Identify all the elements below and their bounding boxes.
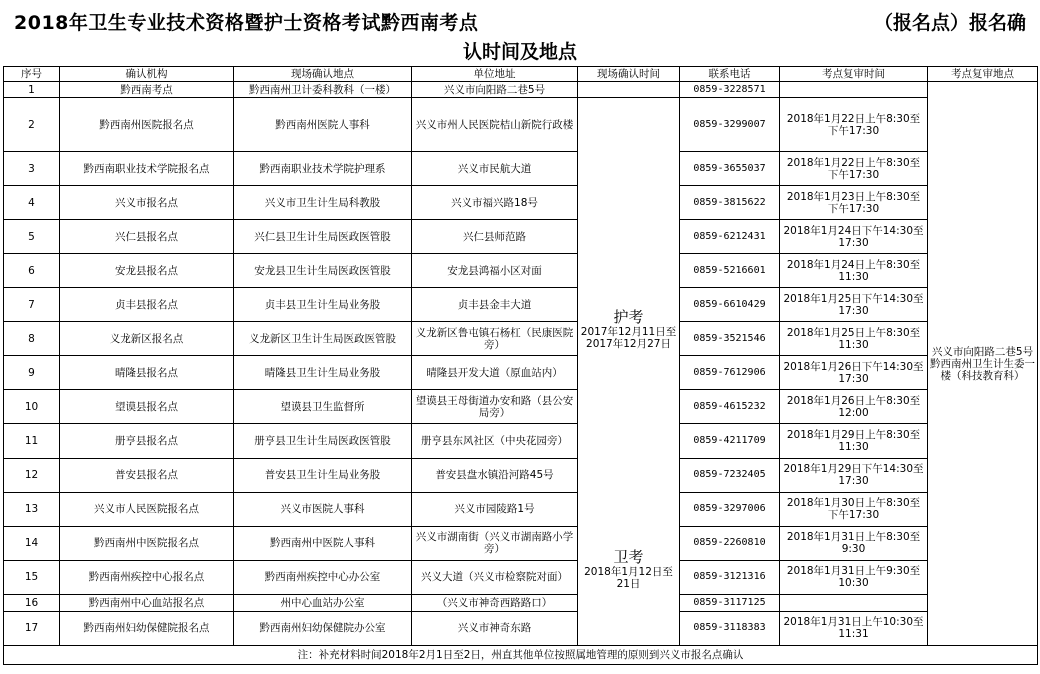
row-org: 贞丰县报名点 bbox=[60, 288, 234, 322]
health-exam-dates: 2018年1月12日至21日 bbox=[584, 566, 673, 590]
nurse-exam-label: 护考 bbox=[613, 308, 644, 326]
header-phone: 联系电话 bbox=[680, 67, 780, 82]
row-phone: 0859-3521546 bbox=[680, 322, 780, 356]
header-org: 确认机构 bbox=[60, 67, 234, 82]
row-phone: 0859-3117125 bbox=[680, 594, 780, 611]
header-no: 序号 bbox=[4, 67, 60, 82]
row-org: 晴隆县报名点 bbox=[60, 356, 234, 390]
title-part-2: （报名点）报名确 bbox=[873, 12, 1026, 34]
row-phone: 0859-5216601 bbox=[680, 254, 780, 288]
row-place: 晴隆县卫生计生局业务股 bbox=[234, 356, 412, 390]
header-confirm-time: 现场确认时间 bbox=[578, 67, 680, 82]
header-address: 单位地址 bbox=[412, 67, 578, 82]
note-text: 注：补充材料时间2018年2月1日至2日，州直其他单位按照属地管理的原则到兴义市报名点确认 bbox=[4, 646, 1038, 665]
row-place: 望谟县卫生监督所 bbox=[234, 390, 412, 424]
table-row bbox=[4, 560, 1038, 594]
row-place: 州中心血站办公室 bbox=[234, 594, 412, 611]
row-address: 兴仁县师范路 bbox=[412, 220, 578, 254]
row-place: 黔西南州医院人事科 bbox=[234, 98, 412, 152]
row-phone: 0859-7612906 bbox=[680, 356, 780, 390]
row-org: 册亨县报名点 bbox=[60, 424, 234, 458]
row-review-time: 2018年1月26日上午8:30至12:00 bbox=[780, 390, 928, 424]
table-row bbox=[4, 98, 1038, 152]
table-row bbox=[4, 611, 1038, 645]
table-row bbox=[4, 492, 1038, 526]
row-address: 兴义市福兴路18号 bbox=[412, 186, 578, 220]
row-phone: 0859-3121316 bbox=[680, 560, 780, 594]
row-no: 7 bbox=[4, 288, 60, 322]
table-row bbox=[4, 390, 1038, 424]
row-org: 黔西南职业技术学院报名点 bbox=[60, 152, 234, 186]
row-phone: 0859-2260810 bbox=[680, 526, 780, 560]
row-address: 安龙县鸿福小区对面 bbox=[412, 254, 578, 288]
row-no: 2 bbox=[4, 98, 60, 152]
row-address: 望谟县王母街道办安和路（县公安局旁） bbox=[412, 390, 578, 424]
row-phone: 0859-3299007 bbox=[680, 98, 780, 152]
note-row bbox=[4, 646, 1038, 665]
row-phone: 0859-7232405 bbox=[680, 458, 780, 492]
row-review-time: 2018年1月30日上午8:30至下午17:30 bbox=[780, 492, 928, 526]
row-review-time: 2018年1月29日下午14:30至17:30 bbox=[780, 458, 928, 492]
table-row bbox=[4, 186, 1038, 220]
row-address: 义龙新区鲁屯镇石杨杠（民康医院旁） bbox=[412, 322, 578, 356]
row-phone: 0859-3815622 bbox=[680, 186, 780, 220]
row-org: 兴义市人民医院报名点 bbox=[60, 492, 234, 526]
row-phone: 0859-3655037 bbox=[680, 152, 780, 186]
row-org: 普安县报名点 bbox=[60, 458, 234, 492]
row-phone: 0859-3228571 bbox=[680, 82, 780, 98]
row-place: 黔西南职业技术学院护理系 bbox=[234, 152, 412, 186]
row-org: 黔西南州中医院报名点 bbox=[60, 526, 234, 560]
row-no: 12 bbox=[4, 458, 60, 492]
row-address: 兴义市湖南街（兴义市湖南路小学旁） bbox=[412, 526, 578, 560]
row-no: 5 bbox=[4, 220, 60, 254]
row-address: 兴义市神奇东路 bbox=[412, 611, 578, 645]
table-row bbox=[4, 356, 1038, 390]
row-review-time: 2018年1月25日上午8:30至11:30 bbox=[780, 322, 928, 356]
row-place: 义龙新区卫生计生局医政医管股 bbox=[234, 322, 412, 356]
row-no: 9 bbox=[4, 356, 60, 390]
row-no: 3 bbox=[4, 152, 60, 186]
row-no: 11 bbox=[4, 424, 60, 458]
row-place: 安龙县卫生计生局医政医管股 bbox=[234, 254, 412, 288]
row-no: 15 bbox=[4, 560, 60, 594]
row-review-time: 2018年1月22日上午8:30至下午17:30 bbox=[780, 98, 928, 152]
row-no: 6 bbox=[4, 254, 60, 288]
row-no: 17 bbox=[4, 611, 60, 645]
row-place: 贞丰县卫生计生局业务股 bbox=[234, 288, 412, 322]
title-part-3: 认时间及地点 bbox=[462, 41, 577, 63]
row-place: 黔西南州妇幼保健院办公室 bbox=[234, 611, 412, 645]
row-org: 黔西南考点 bbox=[60, 82, 234, 98]
row-no: 10 bbox=[4, 390, 60, 424]
table-row bbox=[4, 288, 1038, 322]
row-org: 望谟县报名点 bbox=[60, 390, 234, 424]
row-address: 兴义市民航大道 bbox=[412, 152, 578, 186]
row-place: 兴仁县卫生计生局医政医管股 bbox=[234, 220, 412, 254]
row-place: 兴义市卫生计生局科教股 bbox=[234, 186, 412, 220]
row-org: 黔西南州疾控中心报名点 bbox=[60, 560, 234, 594]
row-no: 13 bbox=[4, 492, 60, 526]
row-address: 贞丰县金丰大道 bbox=[412, 288, 578, 322]
row-no: 14 bbox=[4, 526, 60, 560]
confirm-time-cell bbox=[578, 98, 680, 646]
review-place-cell: 兴义市向阳路二巷5号黔西南州卫生计生委一楼（科技教育科） bbox=[928, 82, 1038, 646]
row-review-time bbox=[780, 82, 928, 98]
row-org: 黔西南州医院报名点 bbox=[60, 98, 234, 152]
table-row bbox=[4, 82, 1038, 98]
document-title bbox=[0, 0, 1040, 66]
title-part-1: 2018年卫生专业技术资格暨护士资格考试黔西南考点 bbox=[14, 12, 479, 34]
row-review-time: 2018年1月22日上午8:30至下午17:30 bbox=[780, 152, 928, 186]
row-review-time: 2018年1月31日上午10:30至11:31 bbox=[780, 611, 928, 645]
registration-table bbox=[3, 66, 1038, 665]
table-row bbox=[4, 526, 1038, 560]
row-org: 黔西南州中心血站报名点 bbox=[60, 594, 234, 611]
header-row bbox=[4, 67, 1038, 82]
row-phone: 0859-4211709 bbox=[680, 424, 780, 458]
row-review-time: 2018年1月25日下午14:30至17:30 bbox=[780, 288, 928, 322]
row-phone: 0859-3118383 bbox=[680, 611, 780, 645]
row-phone: 0859-6610429 bbox=[680, 288, 780, 322]
row-no: 1 bbox=[4, 82, 60, 98]
row-review-time bbox=[780, 594, 928, 611]
row-place: 黔西南州疾控中心办公室 bbox=[234, 560, 412, 594]
table-row bbox=[4, 152, 1038, 186]
row-address: （兴义市神奇西路路口） bbox=[412, 594, 578, 611]
row-org: 兴义市报名点 bbox=[60, 186, 234, 220]
row-place: 普安县卫生计生局业务股 bbox=[234, 458, 412, 492]
row-address: 兴义市向阳路二巷5号 bbox=[412, 82, 578, 98]
row-no: 8 bbox=[4, 322, 60, 356]
table-row bbox=[4, 322, 1038, 356]
row-address: 兴义大道（兴义市检察院对面） bbox=[412, 560, 578, 594]
table-row bbox=[4, 424, 1038, 458]
row-org: 义龙新区报名点 bbox=[60, 322, 234, 356]
row-phone: 0859-4615232 bbox=[680, 390, 780, 424]
table-row bbox=[4, 458, 1038, 492]
row-place: 黔西南州卫计委科教科（一楼） bbox=[234, 82, 412, 98]
table-row bbox=[4, 254, 1038, 288]
row-address: 兴义市园陵路1号 bbox=[412, 492, 578, 526]
row-no: 4 bbox=[4, 186, 60, 220]
row-review-time: 2018年1月24日上午8:30至11:30 bbox=[780, 254, 928, 288]
header-review-time: 考点复审时间 bbox=[780, 67, 928, 82]
row-address: 兴义市州人民医院桔山新院行政楼 bbox=[412, 98, 578, 152]
row-review-time: 2018年1月24日下午14:30至17:30 bbox=[780, 220, 928, 254]
row-address: 晴隆县开发大道（原血站内） bbox=[412, 356, 578, 390]
row-review-time: 2018年1月31日上午9:30至10:30 bbox=[780, 560, 928, 594]
header-place: 现场确认地点 bbox=[234, 67, 412, 82]
header-review-place: 考点复审地点 bbox=[928, 67, 1038, 82]
row-org: 安龙县报名点 bbox=[60, 254, 234, 288]
confirm-time-empty bbox=[578, 82, 680, 98]
row-place: 册亨县卫生计生局医政医管股 bbox=[234, 424, 412, 458]
row-phone: 0859-6212431 bbox=[680, 220, 780, 254]
row-address: 普安县盘水镇沿河路45号 bbox=[412, 458, 578, 492]
row-place: 黔西南州中医院人事科 bbox=[234, 526, 412, 560]
nurse-exam-dates: 2017年12月11日至2017年12月27日 bbox=[580, 326, 677, 350]
row-review-time: 2018年1月26日下午14:30至17:30 bbox=[780, 356, 928, 390]
row-review-time: 2018年1月23日上午8:30至下午17:30 bbox=[780, 186, 928, 220]
row-phone: 0859-3297006 bbox=[680, 492, 780, 526]
row-no: 16 bbox=[4, 594, 60, 611]
row-review-time: 2018年1月29日上午8:30至11:30 bbox=[780, 424, 928, 458]
table-row bbox=[4, 220, 1038, 254]
row-review-time: 2018年1月31日上午8:30至9:30 bbox=[780, 526, 928, 560]
row-org: 黔西南州妇幼保健院报名点 bbox=[60, 611, 234, 645]
health-exam-label: 卫考 bbox=[613, 548, 644, 566]
row-address: 册亨县东风社区（中央花园旁） bbox=[412, 424, 578, 458]
table-row bbox=[4, 594, 1038, 611]
row-org: 兴仁县报名点 bbox=[60, 220, 234, 254]
row-place: 兴义市医院人事科 bbox=[234, 492, 412, 526]
